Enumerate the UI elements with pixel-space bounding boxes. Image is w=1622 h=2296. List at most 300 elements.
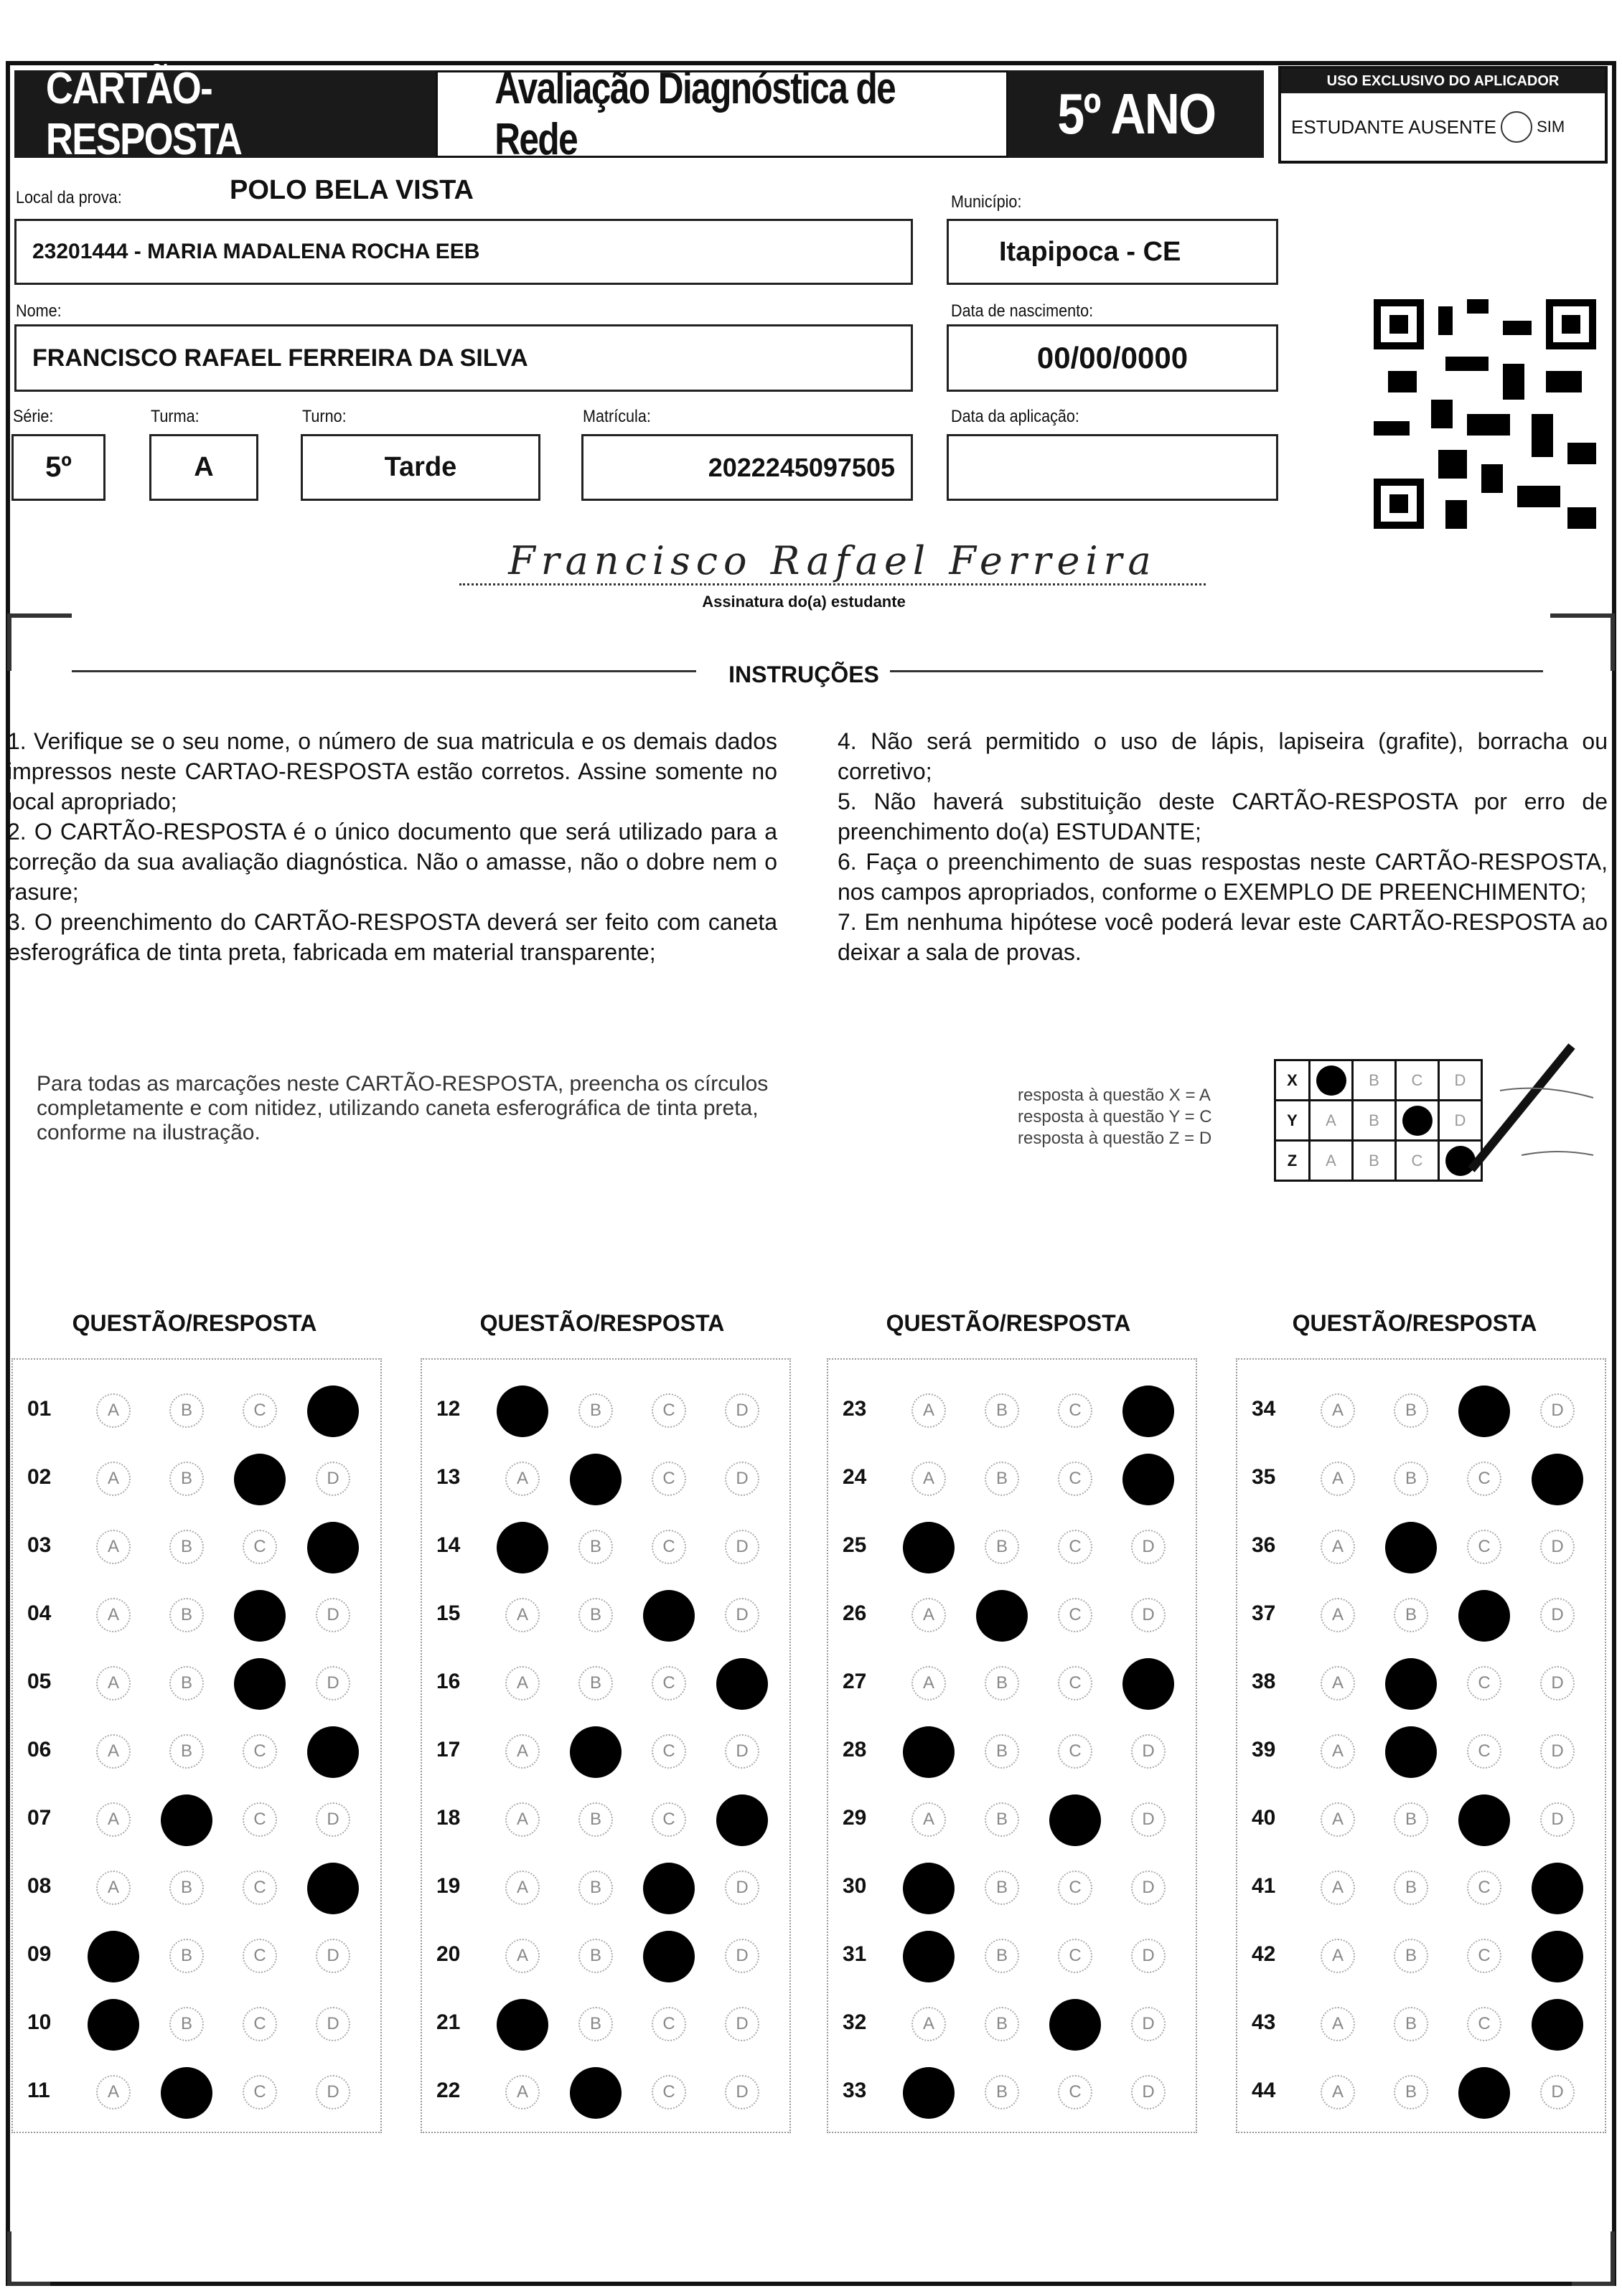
answer-bubble[interactable]: D bbox=[1131, 1734, 1166, 1769]
question-number: 26 bbox=[843, 1601, 867, 1625]
answer-row bbox=[13, 1794, 380, 1845]
question-number: 37 bbox=[1252, 1601, 1276, 1625]
answer-row bbox=[1237, 2067, 1605, 2117]
answer-bubble[interactable]: C bbox=[1058, 1393, 1092, 1428]
question-number: 33 bbox=[843, 2079, 867, 2102]
filled-bubble[interactable] bbox=[643, 1863, 695, 1914]
answer-bubble[interactable]: B bbox=[169, 2007, 204, 2041]
answer-bubble[interactable]: B bbox=[1394, 1393, 1428, 1428]
answer-row bbox=[13, 1999, 380, 2049]
example-bubble: D bbox=[1439, 1101, 1482, 1141]
question-number: 32 bbox=[843, 2010, 867, 2034]
question-number: 06 bbox=[27, 1738, 52, 1761]
answer-bubble[interactable]: A bbox=[1321, 1462, 1355, 1496]
filled-bubble[interactable] bbox=[1122, 1385, 1174, 1437]
answer-bubble[interactable]: C bbox=[652, 1393, 686, 1428]
answer-bubble[interactable]: B bbox=[578, 1802, 613, 1837]
filled-bubble[interactable] bbox=[234, 1590, 286, 1642]
answer-bubble[interactable]: C bbox=[243, 2007, 277, 2041]
card-title: CARTÃO-RESPOSTA bbox=[45, 64, 242, 164]
answer-bubble[interactable]: B bbox=[169, 1939, 204, 1973]
answer-bubble[interactable]: C bbox=[1467, 1871, 1501, 1905]
question-number: 41 bbox=[1252, 1874, 1276, 1898]
question-number: 44 bbox=[1252, 2079, 1276, 2102]
filled-bubble[interactable] bbox=[570, 1454, 622, 1505]
answers-column bbox=[11, 1358, 382, 2133]
answer-bubble[interactable]: A bbox=[1321, 1871, 1355, 1905]
answer-bubble[interactable]: D bbox=[1540, 1530, 1575, 1564]
turno-label: Turno: bbox=[302, 407, 347, 426]
answer-bubble[interactable]: D bbox=[725, 1462, 759, 1496]
filled-bubble[interactable] bbox=[903, 1863, 955, 1914]
answer-bubble[interactable]: C bbox=[243, 1939, 277, 1973]
answer-row bbox=[828, 1726, 1196, 1777]
answer-bubble[interactable]: D bbox=[725, 2075, 759, 2109]
answer-row bbox=[13, 1590, 380, 1640]
evaluation-title-box bbox=[436, 64, 1008, 164]
answer-bubble[interactable]: A bbox=[911, 1462, 946, 1496]
answer-bubble[interactable]: B bbox=[169, 1393, 204, 1428]
example-table bbox=[1274, 1059, 1483, 1182]
question-number: 03 bbox=[27, 1533, 52, 1557]
filled-bubble[interactable] bbox=[1122, 1454, 1174, 1505]
filled-bubble[interactable] bbox=[307, 1726, 359, 1778]
filled-bubble[interactable] bbox=[643, 1931, 695, 1982]
answer-row bbox=[828, 1794, 1196, 1845]
answer-bubble[interactable]: D bbox=[1131, 1802, 1166, 1837]
answer-row bbox=[1237, 1863, 1605, 1913]
question-number: 38 bbox=[1252, 1670, 1276, 1693]
example-bubble: B bbox=[1353, 1141, 1396, 1181]
answers-header: QUESTÃO/RESPOSTA bbox=[72, 1310, 317, 1336]
answers-header: QUESTÃO/RESPOSTA bbox=[886, 1310, 1131, 1336]
answer-bubble[interactable]: D bbox=[1540, 1666, 1575, 1700]
question-number: 11 bbox=[27, 2079, 50, 2102]
corner-mark bbox=[1550, 613, 1615, 671]
answer-bubble[interactable]: A bbox=[1321, 1666, 1355, 1700]
answer-bubble[interactable]: A bbox=[96, 1598, 131, 1632]
absent-label: ESTUDANTE AUSENTE bbox=[1291, 116, 1497, 138]
answer-bubble[interactable]: C bbox=[243, 1802, 277, 1837]
question-number: 08 bbox=[27, 1874, 52, 1898]
signature-label: Assinatura do(a) estudante bbox=[702, 593, 906, 611]
answer-bubble[interactable]: B bbox=[169, 1734, 204, 1769]
answer-row bbox=[422, 1590, 789, 1640]
question-number: 10 bbox=[27, 2010, 52, 2034]
filled-bubble[interactable] bbox=[903, 1726, 955, 1778]
answer-bubble[interactable]: C bbox=[1058, 1734, 1092, 1769]
answer-bubble[interactable]: A bbox=[505, 1462, 540, 1496]
filled-bubble[interactable] bbox=[1458, 1590, 1510, 1642]
example-question: Z bbox=[1275, 1141, 1310, 1181]
question-number: 09 bbox=[27, 1942, 52, 1966]
aplicacao-label: Data da aplicação: bbox=[951, 407, 1079, 426]
answer-row bbox=[422, 1863, 789, 1913]
answer-bubble[interactable]: A bbox=[505, 1802, 540, 1837]
answer-bubble[interactable]: A bbox=[96, 1734, 131, 1769]
answer-bubble[interactable]: C bbox=[1467, 1462, 1501, 1496]
filled-bubble[interactable] bbox=[570, 2067, 622, 2119]
answer-bubble[interactable]: D bbox=[725, 2007, 759, 2041]
filled-bubble[interactable] bbox=[88, 1931, 139, 1982]
answer-row bbox=[1237, 1658, 1605, 1708]
applicator-box bbox=[1278, 66, 1608, 164]
example-line: resposta à questão Y = C bbox=[1018, 1107, 1212, 1126]
answer-row bbox=[828, 1658, 1196, 1708]
answer-bubble[interactable]: D bbox=[1131, 1530, 1166, 1564]
answer-bubble[interactable]: B bbox=[1394, 2075, 1428, 2109]
fill-instruction: Para todas as marcações neste CARTÃO-RESPOSTA, preencha os círculos completamente e com nitidez, utilizando caneta esferográfica de tinta preta, conforme na ilustração. bbox=[37, 1072, 769, 1144]
filled-bubble[interactable] bbox=[976, 1590, 1028, 1642]
filled-bubble[interactable] bbox=[161, 1794, 212, 1846]
local-value: POLO BELA VISTA bbox=[230, 175, 474, 205]
answer-bubble[interactable]: B bbox=[1394, 1802, 1428, 1837]
answer-bubble[interactable]: A bbox=[1321, 1802, 1355, 1837]
answers-column bbox=[421, 1358, 791, 2133]
example-bubble: C bbox=[1396, 1141, 1439, 1181]
answer-bubble[interactable]: B bbox=[169, 1462, 204, 1496]
answer-bubble[interactable]: B bbox=[985, 1802, 1019, 1837]
answer-row bbox=[1237, 1726, 1605, 1777]
answer-bubble[interactable]: C bbox=[1467, 1734, 1501, 1769]
answer-bubble[interactable]: C bbox=[652, 2075, 686, 2109]
answer-bubble[interactable]: B bbox=[985, 1462, 1019, 1496]
answer-bubble[interactable]: B bbox=[578, 1530, 613, 1564]
municipio-field: Itapipoca - CE bbox=[947, 219, 1278, 285]
nascimento-label: Data de nascimento: bbox=[951, 301, 1094, 321]
answer-bubble[interactable]: B bbox=[578, 1598, 613, 1632]
example-bubble: A bbox=[1310, 1101, 1353, 1141]
answer-bubble[interactable]: B bbox=[1394, 1598, 1428, 1632]
answer-bubble[interactable]: A bbox=[1321, 2007, 1355, 2041]
answer-bubble[interactable]: B bbox=[985, 1530, 1019, 1564]
example-line: resposta à questão X = A bbox=[1018, 1086, 1211, 1105]
filled-bubble[interactable] bbox=[1049, 1999, 1101, 2051]
filled-bubble[interactable] bbox=[1385, 1726, 1437, 1778]
answer-row bbox=[13, 1863, 380, 1913]
answers-header: QUESTÃO/RESPOSTA bbox=[479, 1310, 725, 1336]
applicator-title: USO EXCLUSIVO DO APLICADOR bbox=[1281, 69, 1605, 93]
filled-bubble[interactable] bbox=[88, 1999, 139, 2051]
answer-bubble[interactable]: A bbox=[96, 1393, 131, 1428]
answer-row bbox=[828, 1590, 1196, 1640]
question-number: 15 bbox=[436, 1601, 461, 1625]
answer-bubble[interactable]: A bbox=[1321, 1939, 1355, 1973]
question-number: 19 bbox=[436, 1874, 461, 1898]
answer-bubble[interactable]: C bbox=[652, 2007, 686, 2041]
matricula-label: Matrícula: bbox=[583, 407, 651, 426]
answer-bubble[interactable]: A bbox=[911, 1802, 946, 1837]
answer-bubble[interactable]: B bbox=[1394, 1939, 1428, 1973]
answer-bubble[interactable]: B bbox=[578, 2007, 613, 2041]
question-number: 14 bbox=[436, 1533, 461, 1557]
answer-bubble[interactable]: D bbox=[1131, 2007, 1166, 2041]
question-number: 25 bbox=[843, 1533, 867, 1557]
answer-bubble[interactable]: D bbox=[1540, 1734, 1575, 1769]
question-number: 12 bbox=[436, 1397, 461, 1421]
example-row bbox=[1275, 1101, 1482, 1141]
question-number: 20 bbox=[436, 1942, 461, 1966]
answer-bubble[interactable]: A bbox=[96, 1462, 131, 1496]
answer-row bbox=[828, 1999, 1196, 2049]
example-row bbox=[1275, 1141, 1482, 1181]
answer-bubble[interactable]: A bbox=[505, 1871, 540, 1905]
signature: Francisco Rafael Ferreira bbox=[459, 538, 1206, 585]
answer-bubble[interactable]: A bbox=[505, 1598, 540, 1632]
answer-bubble[interactable]: D bbox=[316, 1802, 350, 1837]
answer-bubble[interactable]: B bbox=[578, 1871, 613, 1905]
answer-bubble[interactable]: C bbox=[243, 2075, 277, 2109]
answer-bubble[interactable]: B bbox=[169, 1598, 204, 1632]
filled-bubble[interactable] bbox=[1385, 1658, 1437, 1710]
filled-bubble[interactable] bbox=[1049, 1794, 1101, 1846]
answer-row bbox=[1237, 1931, 1605, 1981]
example-line: resposta à questão Z = D bbox=[1018, 1129, 1212, 1148]
filled-bubble[interactable] bbox=[497, 1385, 548, 1437]
filled-bubble[interactable] bbox=[1458, 1794, 1510, 1846]
question-number: 34 bbox=[1252, 1397, 1276, 1421]
answer-bubble[interactable]: B bbox=[985, 1666, 1019, 1700]
answer-row bbox=[828, 2067, 1196, 2117]
answer-bubble[interactable]: B bbox=[169, 1666, 204, 1700]
example-legend bbox=[1018, 1085, 1212, 1149]
answer-row bbox=[828, 1385, 1196, 1436]
answer-bubble[interactable]: C bbox=[1467, 2007, 1501, 2041]
filled-bubble[interactable] bbox=[1532, 1999, 1583, 2051]
answer-bubble[interactable]: A bbox=[911, 1666, 946, 1700]
qr-code bbox=[1374, 299, 1596, 529]
answer-bubble[interactable]: B bbox=[578, 1939, 613, 1973]
corner-mark bbox=[7, 613, 72, 671]
filled-bubble[interactable] bbox=[234, 1454, 286, 1505]
local-label: Local da prova: bbox=[16, 188, 122, 207]
answer-bubble[interactable]: D bbox=[316, 1598, 350, 1632]
answer-bubble[interactable]: A bbox=[96, 1802, 131, 1837]
question-number: 07 bbox=[27, 1806, 52, 1830]
answer-bubble[interactable]: C bbox=[1058, 1530, 1092, 1564]
example-bubble: C bbox=[1396, 1060, 1439, 1101]
example-bubble: B bbox=[1353, 1060, 1396, 1101]
filled-bubble[interactable] bbox=[307, 1385, 359, 1437]
card-title-box bbox=[14, 64, 434, 164]
answer-bubble[interactable]: B bbox=[1394, 2007, 1428, 2041]
question-number: 22 bbox=[436, 2079, 461, 2102]
instructions-left: 1. Verifique se o seu nome, o número de sua matricula e os demais dados impressos neste CARTAO-RESPOSTA estão corretos. Assine somente no local apropriado; 2. O CARTÃO-RESPOSTA é o único documento que será utilizado para a correção da sua avaliação diagnóstica. Não o amasse, não o dobre nem o rasure; 3. O preenchimento do CARTÃO-RESPOSTA deverá ser feito com caneta esferográfica de tinta preta, fabricada em material transparente; bbox=[7, 728, 777, 965]
question-number: 24 bbox=[843, 1465, 867, 1489]
answer-bubble[interactable]: C bbox=[652, 1666, 686, 1700]
answers-header: QUESTÃO/RESPOSTA bbox=[1292, 1310, 1537, 1336]
question-number: 01 bbox=[27, 1397, 52, 1421]
filled-bubble[interactable] bbox=[1458, 1385, 1510, 1437]
filled-bubble[interactable] bbox=[1385, 1522, 1437, 1573]
answer-bubble[interactable]: D bbox=[725, 1530, 759, 1564]
filled-bubble[interactable] bbox=[307, 1863, 359, 1914]
filled-bubble[interactable] bbox=[903, 1931, 955, 1982]
filled-bubble[interactable] bbox=[497, 1999, 548, 2051]
filled-bubble[interactable] bbox=[497, 1522, 548, 1573]
answer-bubble[interactable]: B bbox=[985, 2007, 1019, 2041]
answer-bubble[interactable]: D bbox=[725, 1871, 759, 1905]
answer-bubble[interactable]: A bbox=[505, 1666, 540, 1700]
question-number: 40 bbox=[1252, 1806, 1276, 1830]
answer-bubble[interactable]: D bbox=[1131, 1598, 1166, 1632]
answer-bubble[interactable]: A bbox=[1321, 1393, 1355, 1428]
answer-row bbox=[422, 2067, 789, 2117]
answer-bubble[interactable]: B bbox=[985, 1871, 1019, 1905]
answer-row bbox=[13, 1658, 380, 1708]
answer-bubble[interactable]: A bbox=[1321, 2075, 1355, 2109]
matricula-field: 2022245097505 bbox=[581, 434, 913, 501]
question-number: 21 bbox=[436, 2010, 461, 2034]
answer-bubble[interactable]: B bbox=[169, 1871, 204, 1905]
answer-bubble[interactable]: C bbox=[1467, 1939, 1501, 1973]
answer-bubble[interactable]: B bbox=[985, 1939, 1019, 1973]
question-number: 18 bbox=[436, 1806, 461, 1830]
answer-row bbox=[1237, 1385, 1605, 1436]
answer-bubble[interactable]: D bbox=[1131, 1871, 1166, 1905]
example-question: Y bbox=[1275, 1101, 1310, 1141]
answer-bubble[interactable]: A bbox=[911, 1598, 946, 1632]
filled-bubble[interactable] bbox=[903, 1522, 955, 1573]
answer-bubble[interactable]: C bbox=[243, 1734, 277, 1769]
filled-bubble[interactable] bbox=[1532, 1863, 1583, 1914]
question-number: 23 bbox=[843, 1397, 867, 1421]
filled-bubble[interactable] bbox=[570, 1726, 622, 1778]
answer-bubble[interactable]: C bbox=[243, 1530, 277, 1564]
filled-bubble[interactable] bbox=[161, 2067, 212, 2119]
answer-bubble[interactable]: D bbox=[316, 2007, 350, 2041]
example-bubble: D bbox=[1439, 1060, 1482, 1101]
answer-bubble[interactable]: C bbox=[243, 1871, 277, 1905]
answer-row bbox=[13, 1385, 380, 1436]
answer-bubble[interactable]: D bbox=[1131, 1939, 1166, 1973]
filled-bubble[interactable] bbox=[716, 1658, 768, 1710]
question-number: 17 bbox=[436, 1738, 461, 1761]
question-number: 13 bbox=[436, 1465, 461, 1489]
answer-bubble[interactable]: D bbox=[1540, 1393, 1575, 1428]
nome-field: FRANCISCO RAFAEL FERREIRA DA SILVA bbox=[14, 324, 913, 392]
answer-bubble[interactable]: B bbox=[985, 1393, 1019, 1428]
answer-bubble[interactable]: D bbox=[1540, 1598, 1575, 1632]
example-bubble: B bbox=[1353, 1101, 1396, 1141]
answer-bubble[interactable]: D bbox=[316, 1666, 350, 1700]
answer-bubble[interactable]: D bbox=[316, 1462, 350, 1496]
answer-bubble[interactable]: D bbox=[1540, 2075, 1575, 2109]
answer-bubble[interactable]: B bbox=[1394, 1462, 1428, 1496]
turma-label: Turma: bbox=[151, 407, 200, 426]
grade-box bbox=[1008, 70, 1264, 158]
answer-bubble[interactable]: C bbox=[652, 1734, 686, 1769]
question-number: 42 bbox=[1252, 1942, 1276, 1966]
filled-bubble[interactable] bbox=[1458, 2067, 1510, 2119]
answer-bubble[interactable]: C bbox=[1058, 2075, 1092, 2109]
answer-bubble[interactable]: D bbox=[1131, 2075, 1166, 2109]
filled-bubble[interactable] bbox=[1532, 1931, 1583, 1982]
answer-bubble[interactable]: C bbox=[1058, 1871, 1092, 1905]
question-number: 43 bbox=[1252, 2010, 1276, 2034]
answer-bubble[interactable]: C bbox=[1058, 1666, 1092, 1700]
aplicacao-field bbox=[947, 434, 1278, 501]
pen-illustration-icon bbox=[1457, 1040, 1600, 1184]
answer-row bbox=[828, 1931, 1196, 1981]
filled-bubble[interactable] bbox=[643, 1590, 695, 1642]
answer-row bbox=[422, 1726, 789, 1777]
answer-row bbox=[13, 1522, 380, 1572]
question-number: 35 bbox=[1252, 1465, 1276, 1489]
answer-bubble[interactable]: D bbox=[316, 1939, 350, 1973]
answer-bubble[interactable]: A bbox=[1321, 1530, 1355, 1564]
answer-bubble[interactable]: D bbox=[725, 1939, 759, 1973]
answer-row bbox=[13, 2067, 380, 2117]
question-number: 31 bbox=[843, 1942, 867, 1966]
answer-bubble[interactable]: A bbox=[96, 1871, 131, 1905]
question-number: 27 bbox=[843, 1670, 867, 1693]
answer-row bbox=[1237, 1590, 1605, 1640]
question-number: 30 bbox=[843, 1874, 867, 1898]
divider bbox=[72, 670, 696, 672]
answer-row bbox=[422, 1999, 789, 2049]
answer-bubble[interactable]: A bbox=[96, 2075, 131, 2109]
answer-bubble[interactable]: C bbox=[1467, 1666, 1501, 1700]
answer-bubble[interactable]: B bbox=[578, 1666, 613, 1700]
answer-bubble[interactable]: C bbox=[1467, 1530, 1501, 1564]
answer-bubble[interactable]: A bbox=[1321, 1598, 1355, 1632]
answer-bubble[interactable]: D bbox=[725, 1734, 759, 1769]
answer-bubble[interactable]: C bbox=[652, 1802, 686, 1837]
answer-bubble[interactable]: C bbox=[1058, 1462, 1092, 1496]
filled-bubble[interactable] bbox=[716, 1794, 768, 1846]
answer-bubble[interactable]: A bbox=[505, 1734, 540, 1769]
filled-bubble[interactable] bbox=[903, 2067, 955, 2119]
answer-bubble[interactable]: A bbox=[505, 2075, 540, 2109]
answer-bubble[interactable]: A bbox=[96, 1666, 131, 1700]
answer-bubble[interactable]: A bbox=[96, 1530, 131, 1564]
municipio-label: Município: bbox=[951, 192, 1022, 212]
answer-row bbox=[1237, 1454, 1605, 1504]
answer-bubble[interactable]: B bbox=[169, 1530, 204, 1564]
answer-bubble[interactable]: C bbox=[652, 1462, 686, 1496]
answer-bubble[interactable]: D bbox=[1540, 1802, 1575, 1837]
answer-bubble[interactable]: A bbox=[1321, 1734, 1355, 1769]
absent-option: SIM bbox=[1537, 118, 1565, 136]
divider bbox=[890, 670, 1543, 672]
answer-bubble[interactable]: C bbox=[1058, 1939, 1092, 1973]
answer-bubble[interactable]: D bbox=[316, 2075, 350, 2109]
answer-bubble[interactable]: B bbox=[985, 2075, 1019, 2109]
nome-label: Nome: bbox=[16, 301, 62, 321]
answer-bubble[interactable]: B bbox=[1394, 1871, 1428, 1905]
answer-row bbox=[422, 1454, 789, 1504]
answer-bubble[interactable]: D bbox=[725, 1598, 759, 1632]
answers-column bbox=[827, 1358, 1197, 2133]
answer-bubble[interactable]: C bbox=[1058, 1598, 1092, 1632]
filled-bubble[interactable] bbox=[307, 1522, 359, 1573]
filled-bubble[interactable] bbox=[1532, 1454, 1583, 1505]
filled-bubble[interactable] bbox=[1122, 1658, 1174, 1710]
answer-bubble[interactable]: A bbox=[911, 1393, 946, 1428]
answer-bubble[interactable]: C bbox=[243, 1393, 277, 1428]
example-bubble: A bbox=[1310, 1141, 1353, 1181]
filled-bubble[interactable] bbox=[234, 1658, 286, 1710]
turno-field: Tarde bbox=[301, 434, 540, 501]
absent-checkbox[interactable] bbox=[1501, 111, 1532, 143]
answer-bubble[interactable]: B bbox=[578, 1393, 613, 1428]
answer-bubble[interactable]: D bbox=[725, 1393, 759, 1428]
answer-bubble[interactable]: C bbox=[652, 1530, 686, 1564]
answer-bubble[interactable]: B bbox=[985, 1734, 1019, 1769]
answer-bubble[interactable]: A bbox=[911, 2007, 946, 2041]
answer-bubble[interactable]: A bbox=[505, 1939, 540, 1973]
